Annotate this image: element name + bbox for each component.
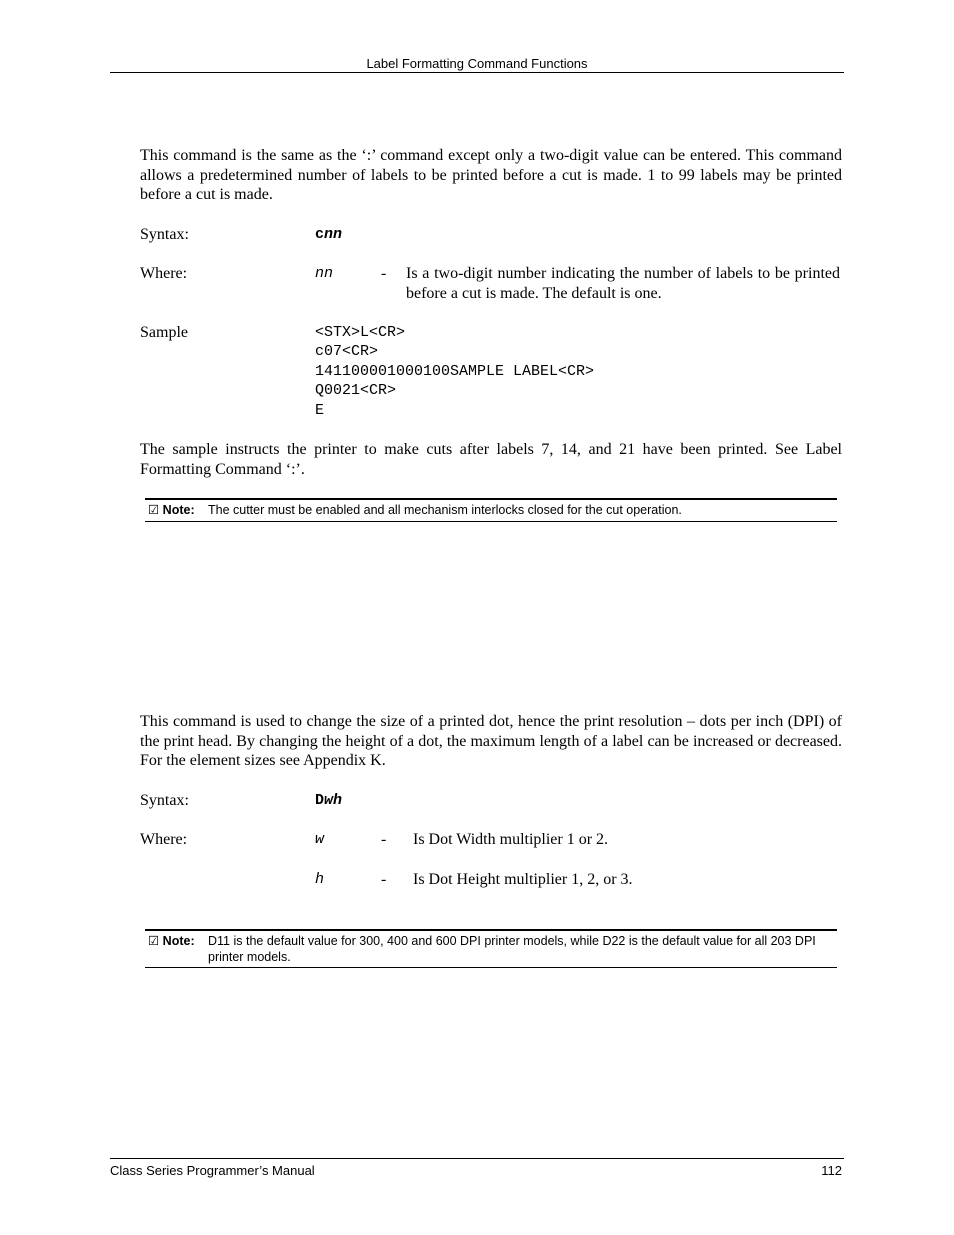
dot-syntax-param: wh <box>324 792 343 809</box>
note-text: The cutter must be enabled and all mechanism interlocks closed for the cut operation. <box>208 503 682 517</box>
dot-syntax-label: Syntax: <box>140 792 189 809</box>
dot-size-command-intro: This command is used to change the size of a printed dot, hence the print resolution – dots per inch (DPI) of the print head. By changing the height of a dot, the maximum length of a label can be increased or decreased. For the element sizes see Appendix K. <box>140 713 842 769</box>
dot-param-width-description: Is Dot Width multiplier 1 or 2. <box>413 831 609 848</box>
dot-syntax-prefix: D <box>315 792 325 809</box>
cut-where-label: Where: <box>140 265 188 282</box>
sample-line: <STX>L<CR> <box>315 324 406 341</box>
dot-param-height-description: Is Dot Height multiplier 1, 2, or 3. <box>413 871 633 888</box>
cut-note <box>145 498 837 522</box>
sample-line: c07<CR> <box>315 343 379 361</box>
sample-line: E <box>315 401 325 419</box>
dot-size-note <box>145 929 837 968</box>
dot-param-height-name: h <box>315 871 325 888</box>
cut-sample-label: Sample <box>140 324 188 341</box>
dot-param-width-dash: - <box>381 831 387 848</box>
cut-command-intro: This command is the same as the ‘:’ command except only a two-digit value can be entered. This command allows a predetermined number of labels to be printed before a cut is made. 1 to 99 labels may be printed before a cut is made. <box>140 147 842 203</box>
dot-where-label: Where: <box>140 831 188 848</box>
dot-param-width-name: w <box>315 831 325 848</box>
running-header: Label Formatting Command Functions <box>366 56 588 71</box>
header-rule <box>110 72 844 73</box>
manual-title: Class Series Programmer’s Manual <box>110 1163 315 1178</box>
sample-line: Q0021<CR> <box>315 382 397 400</box>
cut-sample-explanation: The sample instructs the printer to make cuts after labels 7, 14, and 21 have been printed. See Label Formatting Command ‘:’. <box>140 441 842 478</box>
sample-line: 141100001000100SAMPLE LABEL<CR> <box>315 362 595 380</box>
note-check-label: ☑ Note: <box>148 503 195 517</box>
note-check-label: ☑ Note: <box>148 934 195 948</box>
note-text: D11 is the default value for 300, 400 and 600 DPI printer models, while D22 is the default value for all 203 DPI printer models. <box>208 934 816 964</box>
cut-syntax-param: nn <box>324 226 343 243</box>
cut-param-description: Is a two-digit number indicating the number of labels to be printed before a cut is made. The default is one. <box>406 265 840 302</box>
cut-syntax-prefix: c <box>315 226 325 243</box>
cut-param-dash: - <box>381 265 387 282</box>
dot-param-height-dash: - <box>381 871 387 888</box>
page-number: 112 <box>821 1163 842 1178</box>
cut-syntax-label: Syntax: <box>140 226 189 243</box>
dot-syntax-value <box>315 791 342 810</box>
cut-syntax-value <box>315 225 342 244</box>
footer-rule <box>110 1158 844 1159</box>
cut-sample-code <box>315 323 594 420</box>
cut-param-name: nn <box>315 265 334 282</box>
